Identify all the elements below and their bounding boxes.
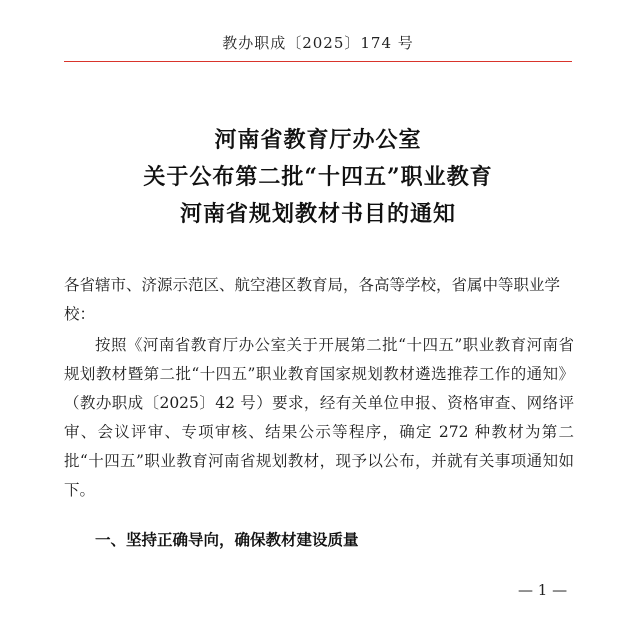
title-line-1: 河南省教育厅办公室	[214, 127, 422, 153]
section-heading-1: 一、坚持正确导向，确保教材建设质量	[95, 531, 359, 549]
red-header-rule	[64, 61, 572, 62]
addressee: 各省辖市、济源示范区、航空港区教育局，各高等学校，省属中等职业学校：	[64, 276, 561, 323]
body-paragraph: 按照《河南省教育厅办公室关于开展第二批“十四五”职业教育河南省规划教材暨第二批“十四五”职业教育国家规划教材遴选推荐工作的通知》（教办职成〔2025〕42 号）要求，经有关单位申报、资格审查、网络评审、会议评审、专项审核、结果公示等程序，确定 272 种教材为第二批“十四五”职业教育河南省规划教材，现予以公布，并就有关事项通知如下。	[64, 336, 574, 499]
document-number: 教办职成〔2025〕174 号	[222, 34, 414, 52]
document-title	[0, 122, 636, 233]
title-line-3: 河南省规划教材书目的通知	[179, 201, 456, 227]
page-number: — 1 —	[518, 581, 568, 599]
title-line-2: 关于公布第二批“十四五”职业教育	[143, 164, 493, 190]
